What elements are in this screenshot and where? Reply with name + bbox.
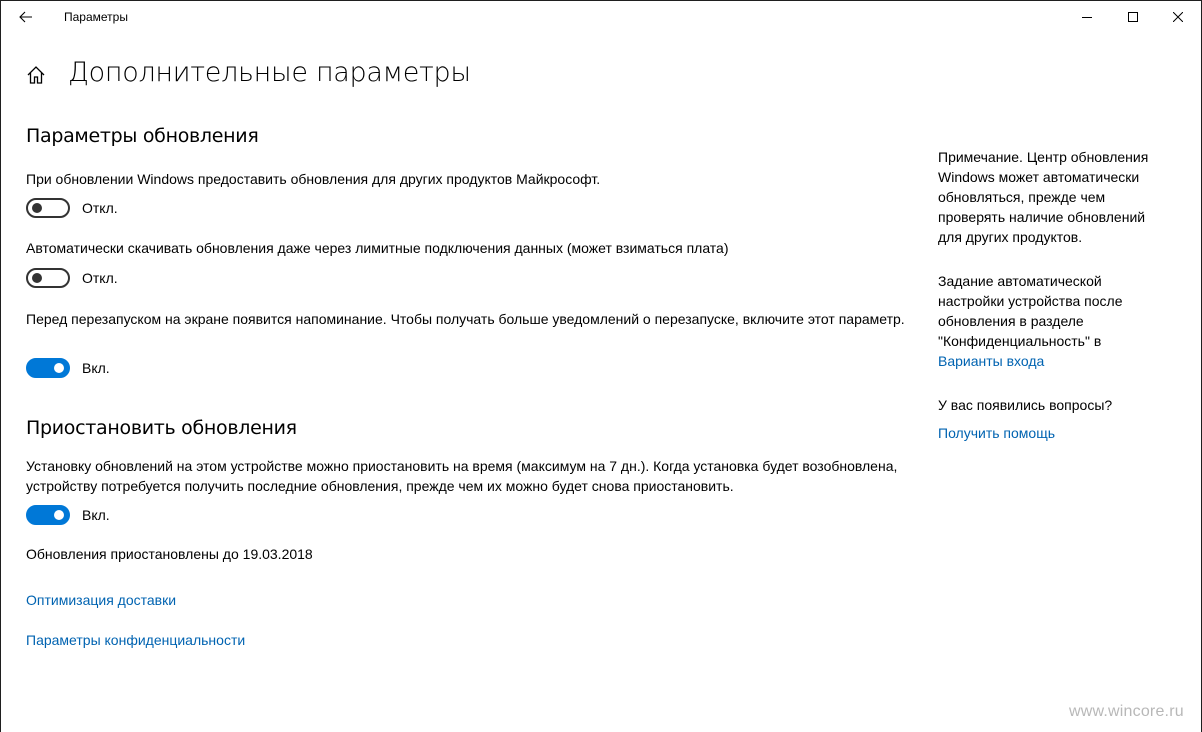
- metered-state-label: Откл.: [82, 270, 118, 286]
- other-products-toggle[interactable]: [26, 198, 70, 218]
- paused-until-status: Обновления приостановлены до 19.03.2018: [26, 546, 313, 562]
- toggle-knob: [32, 203, 42, 213]
- watermark: www.wincore.ru: [1069, 703, 1184, 720]
- back-button[interactable]: [7, 1, 45, 33]
- toggle-knob: [32, 273, 42, 283]
- pause-updates-setting: [26, 505, 110, 525]
- signin-options-link[interactable]: Варианты входа: [938, 353, 1045, 369]
- back-arrow-icon: [19, 11, 33, 23]
- other-products-setting: [26, 198, 118, 218]
- metered-setting: [26, 268, 118, 288]
- get-help-link[interactable]: Получить помощь: [938, 425, 1056, 441]
- home-icon: [26, 65, 46, 85]
- close-button[interactable]: [1155, 1, 1201, 33]
- home-button[interactable]: [23, 62, 49, 88]
- toggle-knob: [54, 363, 64, 373]
- other-products-description: При обновлении Windows предоставить обновления для других продуктов Майкрософт.: [26, 171, 601, 187]
- pause-updates-toggle[interactable]: [26, 505, 70, 525]
- app-title: Параметры: [64, 10, 128, 24]
- delivery-optimization-link[interactable]: Оптимизация доставки: [26, 592, 177, 608]
- toggle-knob: [54, 510, 64, 520]
- title-bar: [1, 1, 1201, 33]
- restart-reminder-description: Перед перезапуском на экране появится напоминание. Чтобы получать больше уведомлений о перезапуске, включите этот параметр.: [26, 311, 905, 327]
- sidebar-signin-block: [938, 271, 1168, 371]
- update-settings-heading: Параметры обновления: [26, 125, 259, 147]
- sidebar-questions: У вас появились вопросы?: [938, 397, 1113, 413]
- minimize-button[interactable]: [1064, 1, 1110, 33]
- restart-reminder-setting: [26, 358, 110, 378]
- restart-reminder-state-label: Вкл.: [82, 360, 110, 376]
- other-products-state-label: Откл.: [82, 200, 118, 216]
- minimize-icon: [1082, 12, 1092, 22]
- page-title: Дополнительные параметры: [68, 57, 471, 88]
- close-icon: [1173, 12, 1183, 22]
- pause-updates-heading: Приостановить обновления: [26, 417, 297, 439]
- privacy-settings-link[interactable]: Параметры конфиденциальности: [26, 632, 246, 648]
- maximize-icon: [1128, 12, 1138, 22]
- sidebar-signin-text: Задание автоматической настройки устройства после обновления в разделе "Конфиденциальность" в: [938, 273, 1123, 349]
- restart-reminder-toggle[interactable]: [26, 358, 70, 378]
- metered-description: Автоматически скачивать обновления даже через лимитные подключения данных (может взиматься плата): [26, 240, 729, 256]
- pause-updates-state-label: Вкл.: [82, 507, 110, 523]
- maximize-button[interactable]: [1110, 1, 1156, 33]
- metered-toggle[interactable]: [26, 268, 70, 288]
- sidebar-note: Примечание. Центр обновления Windows может автоматически обновляться, прежде чем проверять наличие обновлений для других продуктов.: [938, 149, 1149, 245]
- pause-updates-description: Установку обновлений на этом устройстве можно приостановить на время (максимум на 7 дн.). Когда установка будет возобновлена, устройству потребуется получить последние обновления, прежде чем их можно будет снова приостановить.: [26, 458, 898, 494]
